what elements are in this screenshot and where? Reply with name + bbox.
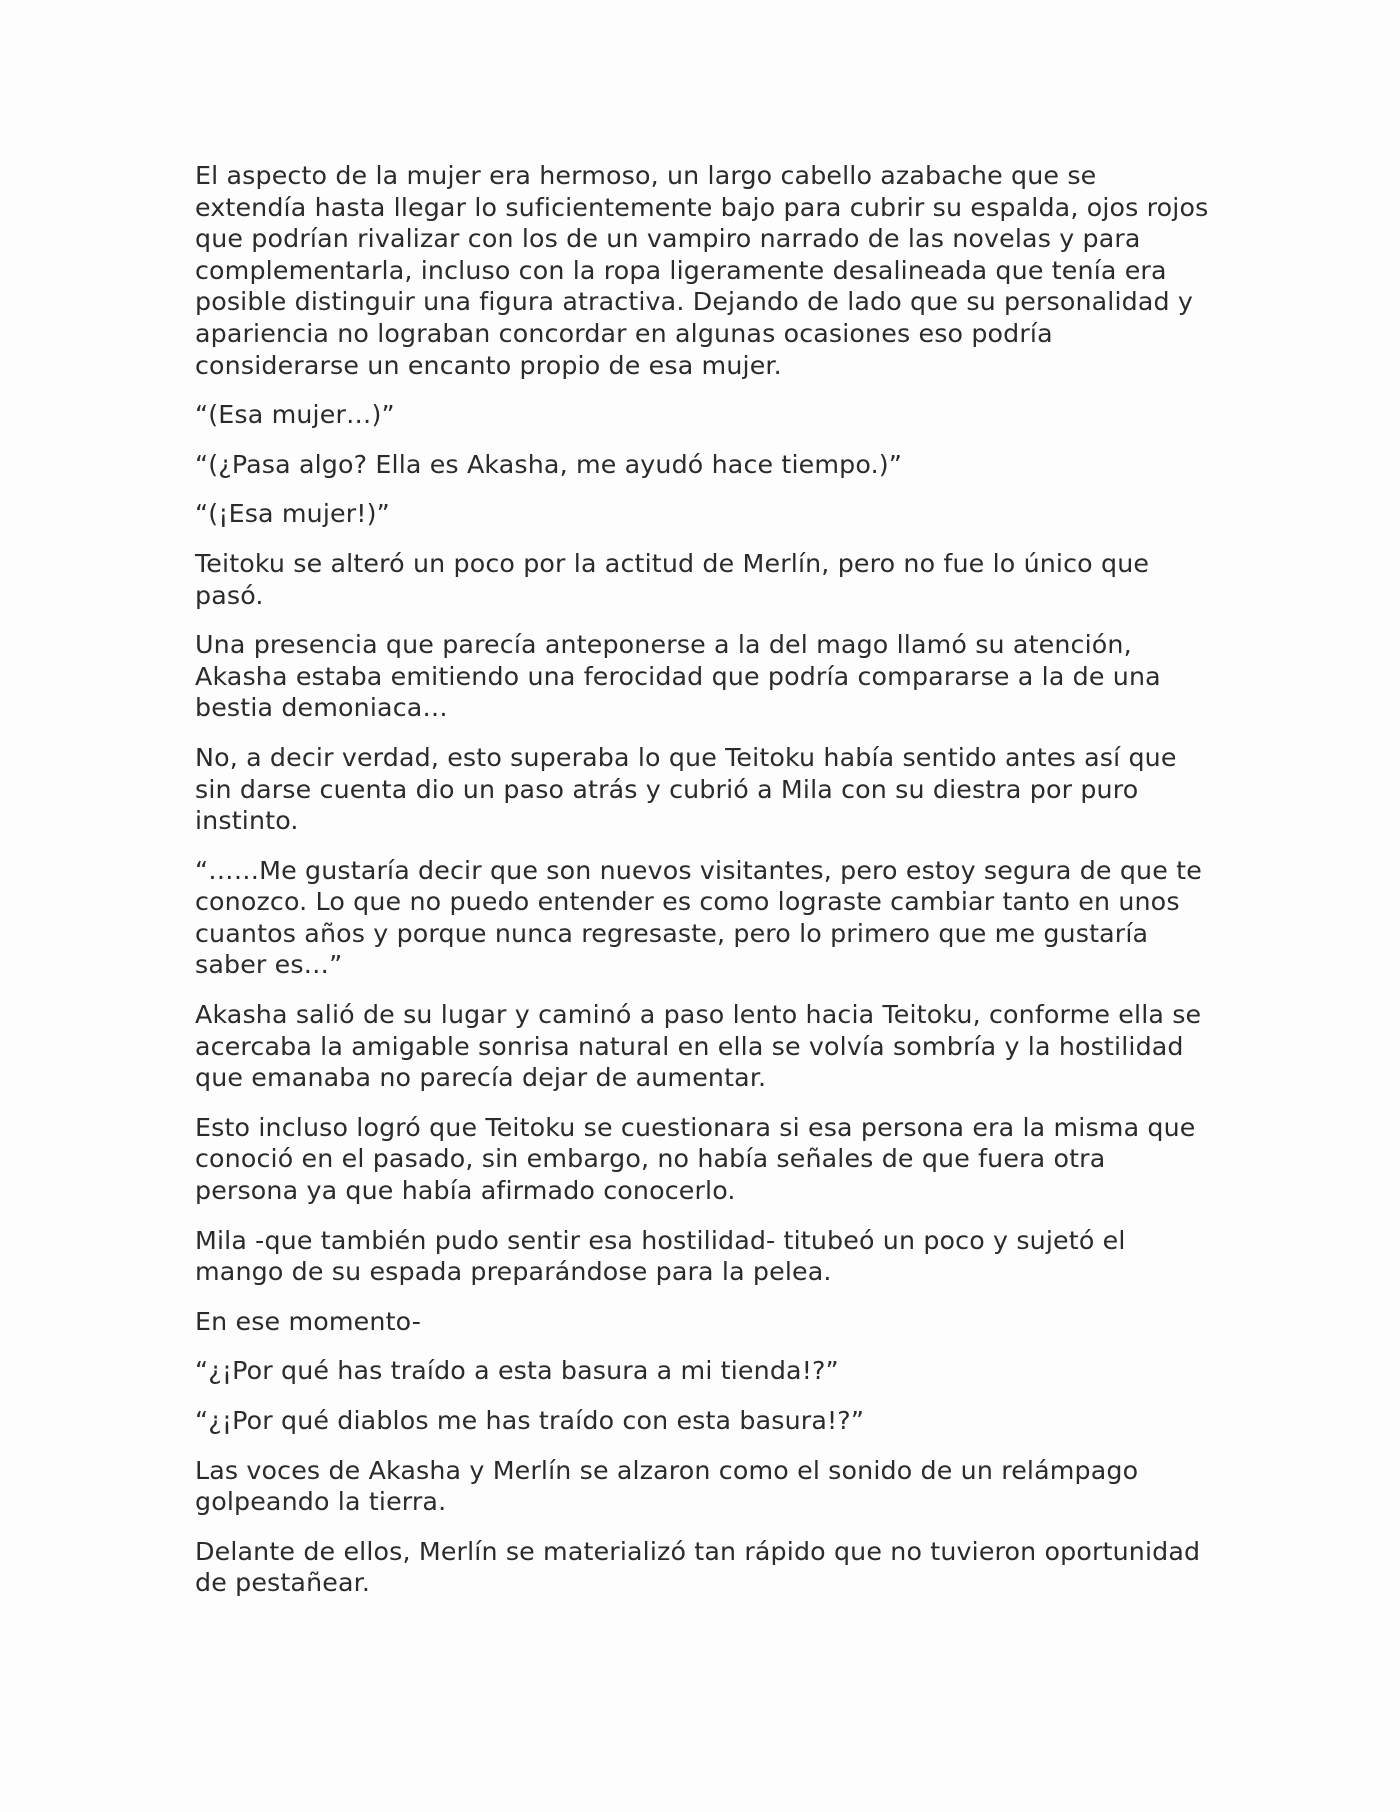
paragraph-12: En ese momento- <box>195 1306 422 1336</box>
paragraph-14: “¿¡Por qué diablos me has traído con esta basura!?” <box>195 1406 865 1435</box>
paragraph-7: No, a decir verdad, esto superaba lo que Teitoku había sentido antes así que sin darse cuenta dio un paso atrás y cubrió a Mila con su diestra por puro instinto. <box>195 742 1177 836</box>
paragraph-11: Mila -que también pudo sentir esa hostilidad- titubeó un poco y sujetó el mango de su espada preparándose para la pelea. <box>195 1225 1126 1287</box>
paragraph-10: Esto incluso logró que Teitoku se cuestionara si esa persona era la misma que conoció en el pasado, sin embargo, no había señales de que fuera otra persona ya que había afirmado conocerlo. <box>195 1112 1196 1206</box>
paragraph-15: Las voces de Akasha y Merlín se alzaron como el sonido de un relámpago golpeando la tierra. <box>195 1455 1139 1517</box>
paragraph-4: “(¡Esa mujer!)” <box>195 499 390 529</box>
paragraph-16: Delante de ellos, Merlín se materializó tan rápido que no tuvieron oportunidad de pestañear. <box>195 1536 1201 1598</box>
paragraph-5: Teitoku se alteró un poco por la actitud de Merlín, pero no fue lo único que pasó. <box>195 548 1150 610</box>
paragraph-1: El aspecto de la mujer era hermoso, un largo cabello azabache que se extendía hasta llegar lo suficientemente bajo para cubrir su espalda, ojos rojos que podrían rivalizar con los de un vampiro narrado de las novelas y para complementarla, incluso con la ropa ligeramente desalineada que tenía era posible distinguir una figura atractiva. Dejando de lado que su personalidad y apariencia no lograban concordar en algunas ocasiones eso podría considerarse un encanto propio de esa mujer. <box>195 161 1209 380</box>
paragraph-6: Una presencia que parecía anteponerse a la del mago llamó su atención, Akasha estaba emitiendo una ferocidad que podría compararse a la de una bestia demoniaca… <box>195 630 1161 723</box>
paragraph-9: Akasha salió de su lugar y caminó a paso lento hacia Teitoku, conforme ella se acercaba la amigable sonrisa natural en ella se volvía sombría y la hostilidad que emanaba no parecía dejar de aumentar. <box>195 1000 1202 1093</box>
document-body <box>195 160 1215 1617</box>
paragraph-2: “(Esa mujer…)” <box>195 400 395 430</box>
paragraph-8: “……Me gustaría decir que son nuevos visitantes, pero estoy segura de que te conozco. Lo que no puedo entender es como lograste cambiar tanto en unos cuantos años y porque nunca regresaste, pero lo primero que me gustaría saber es…” <box>195 855 1202 980</box>
paragraph-13: “¿¡Por qué has traído a esta basura a mi tienda!?” <box>195 1356 839 1386</box>
paragraph-3: “(¿Pasa algo? Ella es Akasha, me ayudó hace tiempo.)” <box>195 449 903 479</box>
